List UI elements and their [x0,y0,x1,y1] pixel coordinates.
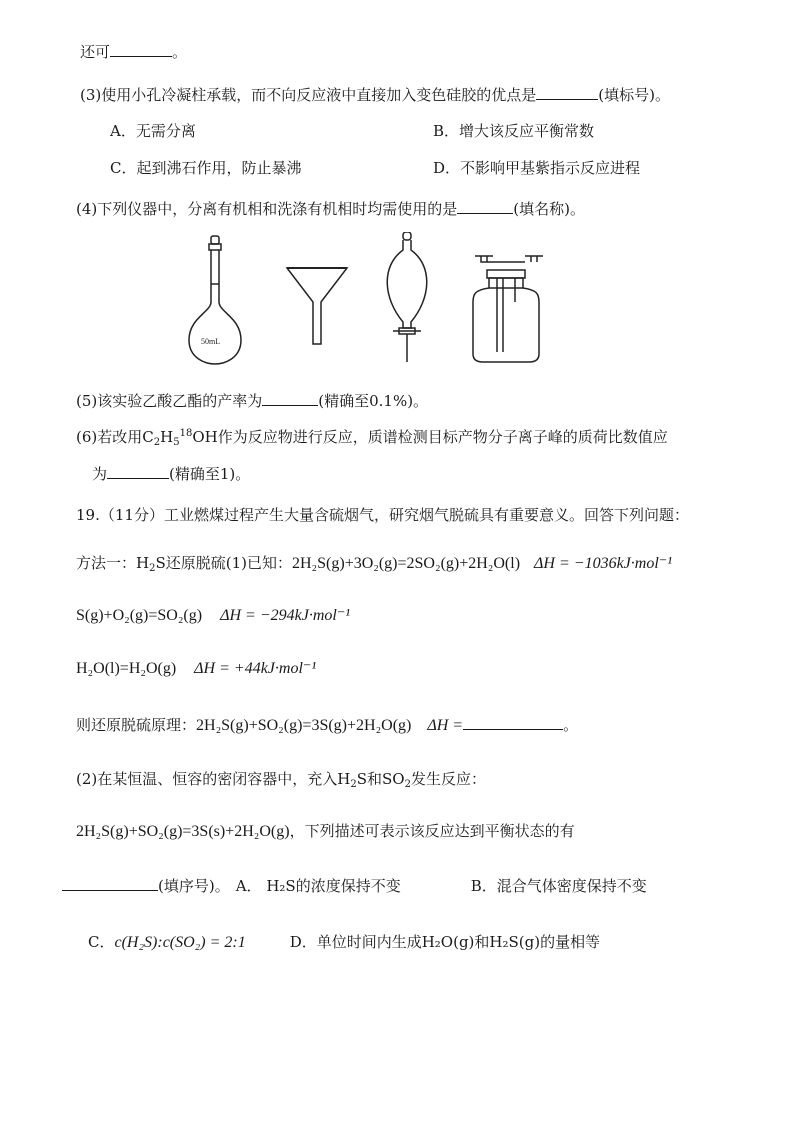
flask-volume-label: 50mL [201,337,221,346]
equation-5: 2H₂S(g)+SO₂(g)=3S(s)+2H₂O(g)，下列描述可表示该反应达到平衡状态的有 [76,822,575,840]
equation-2: S(g)+O₂(g)=SO₂(g) ΔH = −294kJ·mol⁻¹ [76,607,351,624]
gas-washing-bottle-icon [473,256,543,362]
funnel-icon [287,268,347,344]
q19-method1: 方法一：$H_2S$还原脱硫(1)已知：2H₂S(g)+3O₂(g)=2SO₂(g)+2H₂O(l) ΔH = −1036kJ·mol⁻¹ [76,554,673,574]
q19-header: 19.（11分）工业燃煤过程产生大量含硫烟气，研究烟气脱硫具有重要意义。回答下列问题： [76,506,689,524]
apparatus-figure [175,232,575,367]
answer-blank[interactable] [262,389,318,406]
answer-blank[interactable] [463,713,563,730]
equation-4: 则还原脱硫原理：2H₂S(g)+SO₂(g)=3S(g)+2H₂O(g) ΔH = 。 [76,713,578,737]
volumetric-flask-icon [189,236,241,364]
q18-p3-option-c: C．起到沸石作用，防止暴沸 [110,159,302,177]
q19-options-line2: C．c(H₂S):c(SO₂) = 2:1 D．单位时间内生成H₂O(g)和H₂S(g)的量相等 [88,933,601,951]
q18-p2-tail: 还可 。 [80,40,187,63]
q19-p2-stem: (2)在某恒温、恒容的密闭容器中，充入$H_2S$和$SO_2$发生反应： [76,770,486,790]
q18-p3-stem: (3)使用小孔冷凝柱承载，而不向反应液中直接加入变色硅胶的优点是 (填标号)。 [80,83,670,106]
separatory-funnel-icon [387,232,427,362]
answer-blank[interactable] [536,83,598,100]
answer-blank[interactable] [107,462,169,479]
q18-p3-option-a: A．无需分离 [110,122,196,140]
q18-p4-stem: (4)下列仪器中，分离有机相和洗涤有机相时均需使用的是 (填名称)。 [76,197,585,220]
answer-blank[interactable] [62,874,158,891]
q18-p3-option-b: B．增大该反应平衡常数 [433,122,595,140]
answer-blank[interactable] [110,40,172,57]
q18-p6-line2: 为 (精确至1)。 [92,462,250,485]
q18-p3-option-d: D．不影响甲基紫指示反应进程 [433,159,641,177]
q19-options-line1: (填序号)。 A． H₂S的浓度保持不变 B．混合气体密度保持不变 [62,874,647,897]
answer-blank[interactable] [457,197,513,214]
q18-p5-stem: (5)该实验乙酸乙酯的产率为 (精确至0.1%)。 [76,389,428,412]
q18-p6-stem: (6)若改用$C_2H_5^{18}OH$作为反应物进行反应，质谱检测目标产物分子离子峰的质荷比数值应 [76,428,668,448]
equation-3: H₂O(l)=H₂O(g) ΔH = +44kJ·mol⁻¹ [76,660,317,677]
